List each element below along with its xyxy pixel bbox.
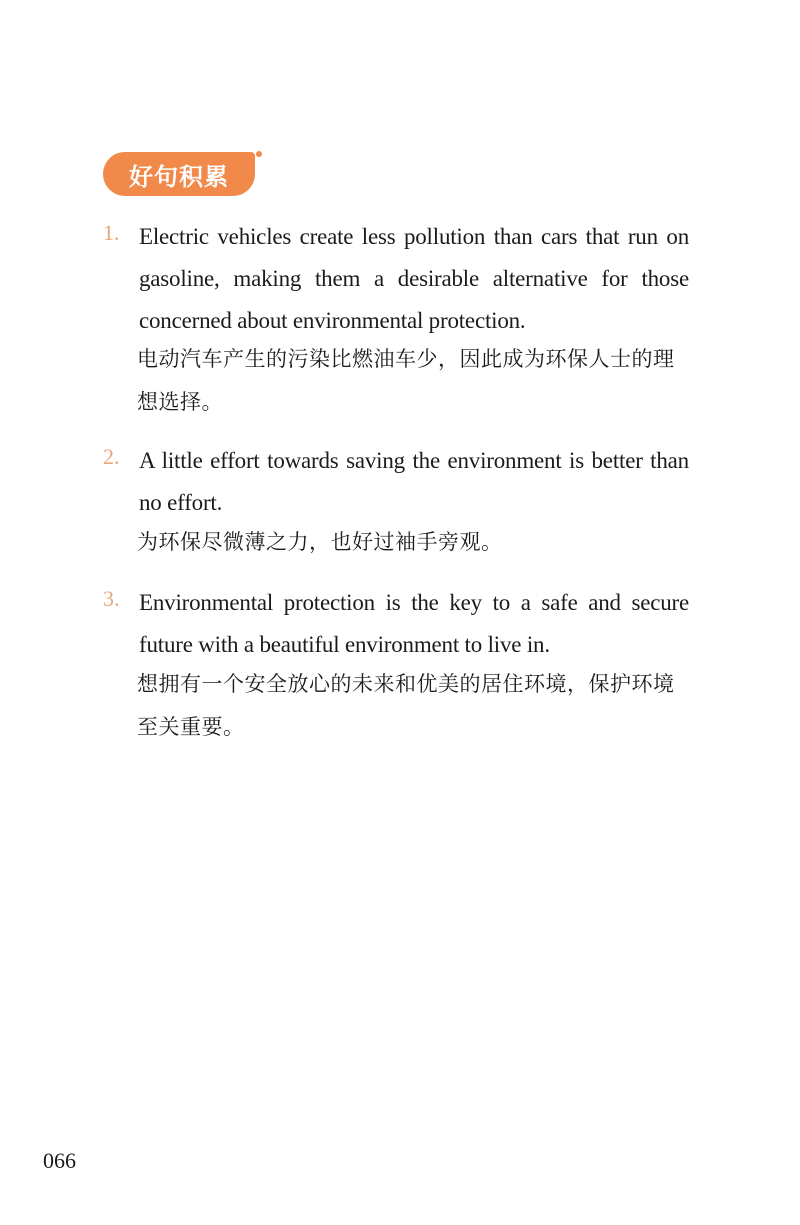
english-sentence: Electric vehicles create less pollution than cars that run on gasoline, making them a desirable alternative for those concerned about environmental protection. [139,224,689,333]
item-number: 2. [103,444,120,469]
section-title-badge [103,152,255,196]
page-number: 066 [43,1148,76,1173]
section-title: 好句积累 [129,161,229,191]
chinese-translation: 为环保尽微薄之力，也好过袖手旁观。 [137,530,503,554]
english-sentence: A little effort towards saving the environment is better than no effort. [139,448,689,515]
chinese-translation: 想拥有一个安全放心的未来和优美的居住环境，保护环境至关重要。 [137,672,675,739]
chinese-translation: 电动汽车产生的污染比燃油车少，因此成为环保人士的理想选择。 [137,347,675,414]
item-number: 3. [103,586,120,611]
english-sentence: Environmental protection is the key to a safe and secure future with a beautiful environment to live in. [139,590,689,657]
badge-dot-decoration [256,151,262,157]
item-number: 1. [103,220,120,245]
